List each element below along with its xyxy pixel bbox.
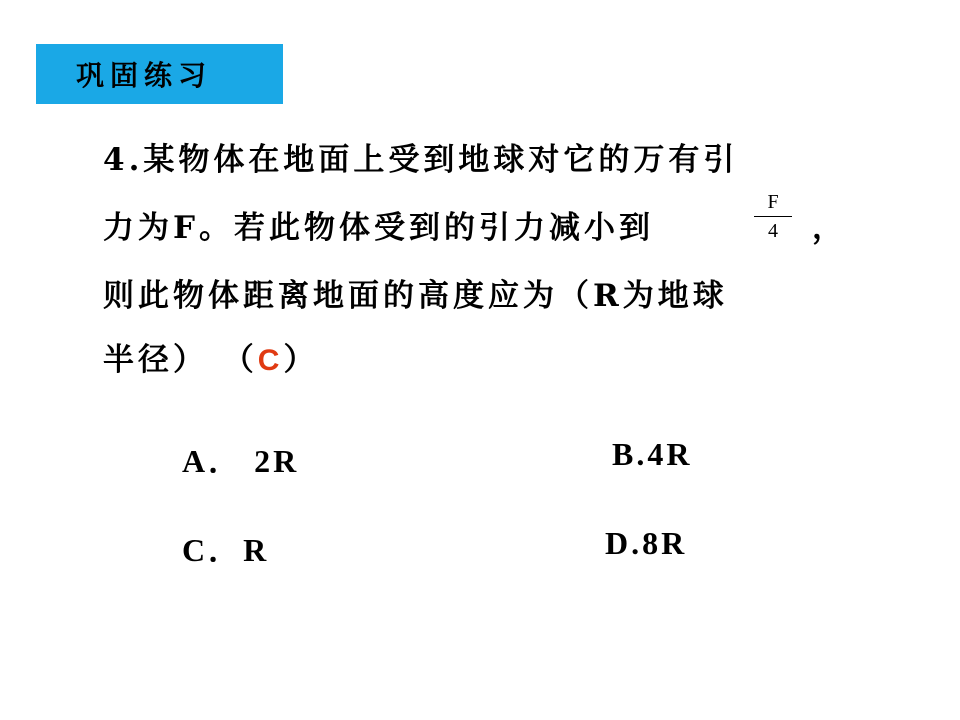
answer-letter: C	[257, 344, 284, 377]
banner-title: 巩固练习	[76, 59, 213, 92]
question-line-1: 4.某物体在地面上受到地球对它的万有引	[103, 142, 739, 178]
fraction-numerator: F	[767, 191, 779, 213]
option-b: B.4R	[612, 436, 693, 472]
question-line-2-comma: ，	[812, 210, 843, 246]
fraction-f-over-4	[752, 190, 794, 243]
option-c: C．R	[182, 532, 270, 568]
fraction-bar	[754, 216, 792, 217]
question-line-3: 则此物体距离地面的高度应为（R为地球	[103, 278, 728, 314]
question-line-4-suffix: ）	[283, 342, 319, 378]
fraction-denominator: 4	[768, 220, 778, 242]
question-line-4	[103, 340, 318, 381]
section-banner	[36, 44, 283, 104]
question-line-2: 力为F。若此物体受到的引力减小到	[103, 210, 655, 246]
question-line-4-prefix: 半径） （	[103, 342, 258, 378]
option-a: A． 2R	[182, 443, 300, 479]
option-d: D.8R	[605, 525, 688, 561]
